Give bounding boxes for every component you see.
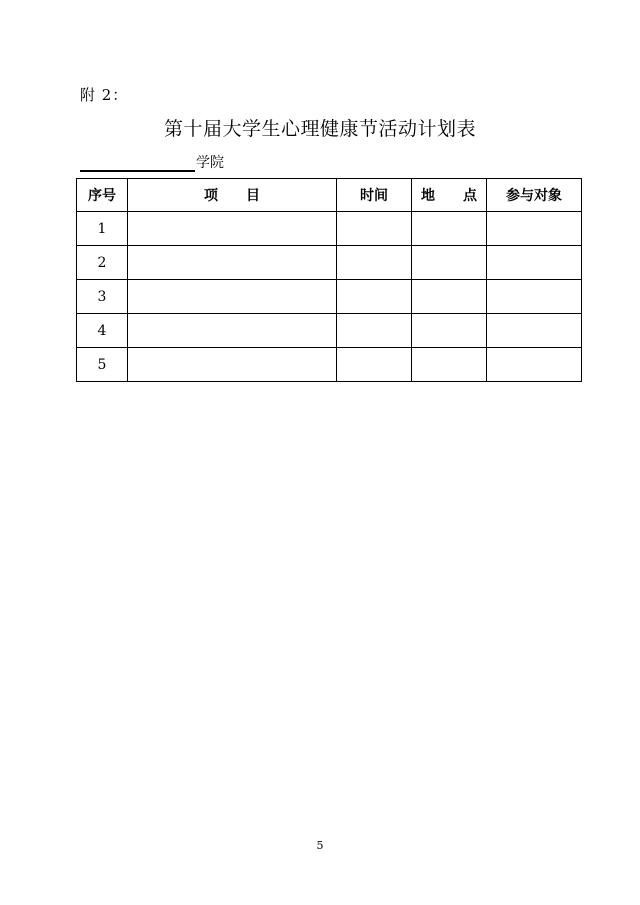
header-project: 项 目 bbox=[128, 179, 337, 212]
header-location: 地 点 bbox=[412, 179, 487, 212]
cell-seq: 3 bbox=[77, 280, 128, 314]
activity-plan-table bbox=[76, 178, 582, 382]
cell-location bbox=[412, 348, 487, 382]
table-row bbox=[77, 246, 582, 280]
table-row bbox=[77, 280, 582, 314]
cell-time bbox=[337, 314, 412, 348]
table-row bbox=[77, 314, 582, 348]
document-title: 第十届大学生心理健康节活动计划表 bbox=[163, 118, 476, 140]
cell-location bbox=[412, 212, 487, 246]
cell-time bbox=[337, 348, 412, 382]
cell-seq: 4 bbox=[77, 314, 128, 348]
cell-time bbox=[337, 246, 412, 280]
cell-participants bbox=[487, 212, 582, 246]
cell-time bbox=[337, 280, 412, 314]
cell-location bbox=[412, 314, 487, 348]
cell-project bbox=[128, 280, 337, 314]
header-seq: 序号 bbox=[77, 179, 128, 212]
cell-participants bbox=[487, 314, 582, 348]
cell-location bbox=[412, 246, 487, 280]
cell-time bbox=[337, 212, 412, 246]
cell-seq: 2 bbox=[77, 246, 128, 280]
header-participants: 参与对象 bbox=[487, 179, 582, 212]
attachment-label: 附 2： bbox=[80, 86, 129, 104]
cell-seq: 1 bbox=[77, 212, 128, 246]
college-name-blank bbox=[80, 154, 195, 172]
table-header-row bbox=[77, 179, 582, 212]
cell-participants bbox=[487, 280, 582, 314]
cell-seq: 5 bbox=[77, 348, 128, 382]
cell-project bbox=[128, 348, 337, 382]
table-row bbox=[77, 212, 582, 246]
page-number: 5 bbox=[316, 839, 324, 852]
table-row bbox=[77, 348, 582, 382]
cell-project bbox=[128, 246, 337, 280]
cell-project bbox=[128, 314, 337, 348]
header-time: 时间 bbox=[337, 179, 412, 212]
cell-participants bbox=[487, 348, 582, 382]
college-field bbox=[80, 152, 224, 172]
cell-project bbox=[128, 212, 337, 246]
college-suffix-label: 学院 bbox=[196, 155, 224, 171]
cell-location bbox=[412, 280, 487, 314]
cell-participants bbox=[487, 246, 582, 280]
